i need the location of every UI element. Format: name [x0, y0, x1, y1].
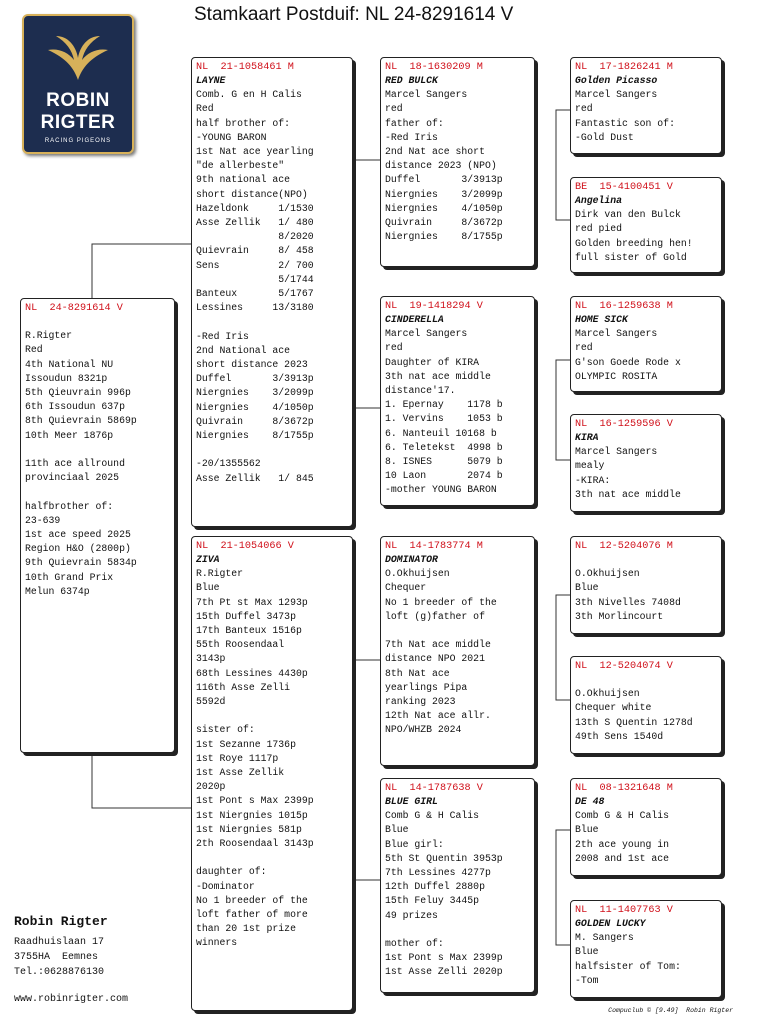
pedigree-line — [25, 315, 170, 329]
ring-number: NL 21-1054066 V — [196, 541, 294, 552]
footer-phone: Tel.:0628876130 — [14, 967, 105, 978]
pigeon-card-fff[interactable] — [570, 57, 722, 154]
pedigree-line: 1st Nat ace yearling — [196, 146, 314, 158]
pigeon-name: DE 48 — [575, 796, 605, 807]
pedigree-line: daughter of: — [196, 866, 267, 878]
pedigree-line: 11th ace allround — [25, 458, 125, 470]
pedigree-line: Blue — [385, 824, 409, 836]
pedigree-line: Region H&O (2800p) — [25, 543, 131, 555]
pigeon-name: LAYNE — [196, 75, 226, 86]
pedigree-line: 3143p — [196, 653, 226, 665]
pedigree-line: 7th Lessines 4277p — [385, 867, 491, 879]
pedigree-line — [25, 485, 170, 499]
pigeon-card-mmf[interactable] — [570, 778, 722, 876]
pedigree-line: red pied — [575, 223, 623, 235]
pedigree-line: Asse Zellik 1/ 480 — [196, 217, 314, 229]
pedigree-line: Marcel Sangers — [385, 328, 468, 340]
pedigree-line: loft (g)father of — [385, 610, 485, 622]
pedigree-line: 1st Asse Zelli 2020p — [385, 966, 503, 978]
pigeon-name — [575, 553, 717, 567]
pedigree-line: Melun 6374p — [25, 585, 90, 597]
pedigree-line: -KIRA: — [575, 474, 611, 486]
pedigree-line: 68th Lessines 4430p — [196, 667, 308, 679]
pedigree-line: Sens 2/ 700 — [196, 259, 314, 271]
pigeon-card-mff[interactable] — [570, 536, 722, 634]
footer-address: Raadhuislaan 17 — [14, 937, 105, 948]
pedigree-line: 1st Niergnies 1015p — [196, 809, 308, 821]
pigeon-card-mm[interactable] — [380, 778, 535, 993]
pedigree-line: 5th Qieuvrain 996p — [25, 387, 131, 399]
pedigree-line: Blue — [575, 946, 599, 958]
pedigree-line: Marcel Sangers — [385, 89, 468, 101]
pedigree-line: mother of: — [385, 938, 444, 950]
pedigree-line: OLYMPIC ROSITA — [575, 370, 658, 382]
pedigree-line: 7th Pt st Max 1293p — [196, 596, 308, 608]
pedigree-line: No 1 breeder of the — [385, 596, 497, 608]
pedigree-line: 3th Morlincourt — [575, 610, 664, 622]
pedigree-line: red — [575, 342, 593, 354]
pedigree-line: Duffel 3/3913p — [385, 174, 503, 186]
pedigree-line: -Tom — [575, 974, 599, 986]
pedigree-line: provinciaal 2025 — [25, 472, 120, 484]
pedigree-line: 2008 and 1st ace — [575, 852, 670, 864]
pedigree-line: O.Okhuijsen — [575, 568, 640, 580]
pedigree-line: 1st Sezanne 1736p — [196, 738, 296, 750]
pedigree-line: 4th National NU — [25, 358, 114, 370]
pedigree-line: -Red Iris — [385, 131, 438, 143]
pedigree-line: Asse Zellik 1/ 845 — [196, 472, 314, 484]
pedigree-line: Quivrain 8/3672p — [196, 415, 314, 427]
pedigree-line — [385, 624, 530, 638]
ring-number: NL 12-5204074 V — [575, 661, 673, 672]
pedigree-line: 9th Quievrain 5834p — [25, 557, 137, 569]
pedigree-line — [196, 851, 348, 865]
pigeon-card-mmm[interactable] — [570, 900, 722, 998]
pedigree-line: Niergnies 8/1755p — [385, 231, 503, 243]
pedigree-line: 10th Grand Prix — [25, 571, 114, 583]
pedigree-line: 15th Feluy 3445p — [385, 895, 480, 907]
pedigree-line: 9th national ace — [196, 174, 291, 186]
ring-number: NL 08-1321648 M — [575, 783, 673, 794]
pigeon-name: HOME SICK — [575, 314, 628, 325]
pigeon-name — [575, 673, 717, 687]
pedigree-line: Comb G & H Calis — [385, 810, 480, 822]
pedigree-line: Chequer — [385, 582, 427, 594]
pedigree-line: mealy — [575, 460, 605, 472]
pedigree-line: 17th Banteux 1516p — [196, 625, 302, 637]
pedigree-line: Niergnies 3/2099p — [196, 387, 314, 399]
pigeon-name: RED BULCK — [385, 75, 438, 86]
footer-owner-name: Robin Rigter — [14, 914, 108, 929]
pedigree-line — [196, 709, 348, 723]
ring-number: NL 21-1058461 M — [196, 62, 294, 73]
pedigree-line — [25, 443, 170, 457]
pigeon-name: KIRA — [575, 432, 599, 443]
pedigree-line: 5/1744 — [196, 273, 314, 285]
pedigree-line: Lessines 13/3180 — [196, 302, 314, 314]
pedigree-line: sister of: — [196, 724, 255, 736]
pedigree-line: Niergnies 3/2099p — [385, 188, 503, 200]
ring-number: NL 17-1826241 M — [575, 62, 673, 73]
pedigree-line: 8. ISNES 5079 b — [385, 456, 503, 468]
ring-number: NL 16-1259596 V — [575, 419, 673, 430]
pedigree-line: Comb. G en H Calis — [196, 89, 302, 101]
pedigree-line: half brother of: — [196, 117, 291, 129]
pedigree-line: 12th Nat ace allr. — [385, 710, 491, 722]
pedigree-line: 8th Nat ace — [385, 667, 450, 679]
pigeon-name: ZIVA — [196, 554, 220, 565]
pedigree-line: 10th Meer 1876p — [25, 429, 114, 441]
pedigree-line: yearlings Pipa — [385, 681, 468, 693]
pedigree-line: 13th S Quentin 1278d — [575, 716, 693, 728]
ring-number: NL 12-5204076 M — [575, 541, 673, 552]
pedigree-line: 2th ace young in — [575, 838, 670, 850]
pigeon-card-mf[interactable] — [380, 536, 535, 766]
pedigree-line: Golden breeding hen! — [575, 237, 693, 249]
pedigree-line: Comb G & H Calis — [575, 810, 670, 822]
pedigree-line: Chequer white — [575, 702, 652, 714]
page-title: Stamkaart Postduif: NL 24-8291614 V — [194, 4, 514, 25]
pedigree-line: Blue — [575, 824, 599, 836]
pedigree-line: 3th nat ace middle — [575, 488, 681, 500]
pedigree-line: 2nd Nat ace short — [385, 146, 485, 158]
pigeon-card-fmf[interactable] — [570, 296, 722, 392]
pedigree-line: 12th Duffel 2880p — [385, 881, 485, 893]
pedigree-line: R.Rigter — [196, 568, 244, 580]
ring-number: NL 18-1630209 M — [385, 62, 483, 73]
pedigree-line — [196, 443, 348, 457]
pedigree-line: Fantastic son of: — [575, 117, 675, 129]
pedigree-line: Banteux 5/1767 — [196, 288, 314, 300]
pigeon-card-mfm[interactable] — [570, 656, 722, 754]
pigeon-card-subject[interactable] — [20, 298, 175, 753]
pedigree-line: short distance 2023 — [196, 359, 308, 371]
pedigree-line: Quivrain 8/3672p — [385, 217, 503, 229]
pedigree-line: 2020p — [196, 781, 226, 793]
logo-brand-line1: ROBIN — [46, 90, 110, 111]
pedigree-line: -mother YOUNG BARON — [385, 484, 497, 496]
pedigree-line: 49th Sens 1540d — [575, 730, 664, 742]
pedigree-line: Red — [196, 103, 214, 115]
software-credit: Compuclub © [9.49] Robin Rigter — [608, 1007, 733, 1014]
pedigree-line: ranking 2023 — [385, 696, 456, 708]
logo-tagline: RACING PIGEONS — [44, 138, 112, 144]
pedigree-line: 3th nat ace middle — [385, 370, 491, 382]
pedigree-line: Marcel Sangers — [575, 328, 658, 340]
pigeon-name: DOMINATOR — [385, 554, 438, 565]
pigeon-name: CINDERELLA — [385, 314, 444, 325]
pedigree-line: 1. Vervins 1053 b — [385, 413, 503, 425]
pedigree-line: Hazeldonk 1/1530 — [196, 202, 314, 214]
pedigree-line: halfbrother of: — [25, 500, 114, 512]
pedigree-line: -Red Iris — [196, 330, 249, 342]
ring-number: NL 14-1787638 V — [385, 783, 483, 794]
pedigree-line: -Gold Dust — [575, 131, 634, 143]
pedigree-line: 1st Pont s Max 2399p — [385, 952, 503, 964]
pedigree-line: 116th Asse Zelli — [196, 681, 291, 693]
pedigree-line: 1st Asse Zellik — [196, 767, 285, 779]
pedigree-line: red — [385, 103, 403, 115]
pigeon-card-fmm[interactable] — [570, 414, 722, 512]
pigeon-card-ff[interactable] — [380, 57, 535, 267]
pedigree-line: full sister of Gold — [575, 251, 687, 263]
pedigree-line: Blue girl: — [385, 838, 444, 850]
pedigree-line: distance 2023 (NPO) — [385, 160, 497, 172]
pedigree-line — [196, 315, 348, 329]
pedigree-line: Blue — [196, 582, 220, 594]
pedigree-line: 10 Laon 2074 b — [385, 470, 503, 482]
pedigree-line: red — [385, 342, 403, 354]
pedigree-line: 1st Niergnies 581p — [196, 823, 302, 835]
pedigree-line: No 1 breeder of the — [196, 894, 308, 906]
pedigree-line: O.Okhuijsen — [385, 568, 450, 580]
logo-brand-line2: RIGTER — [40, 112, 116, 133]
pedigree-line: 5th St Quentin 3953p — [385, 852, 503, 864]
pedigree-line: halfsister of Tom: — [575, 960, 681, 972]
pedigree-line: 5592d — [196, 696, 226, 708]
pedigree-line: 55th Roosendaal — [196, 639, 285, 651]
pedigree-line: distance NPO 2021 — [385, 653, 485, 665]
pedigree-line: 1. Epernay 1178 b — [385, 399, 503, 411]
pedigree-line: 1st Pont s Max 2399p — [196, 795, 314, 807]
pedigree-line — [385, 923, 530, 937]
pedigree-line: Red — [25, 344, 43, 356]
pedigree-line: winners — [196, 937, 238, 949]
pedigree-line: Duffel 3/3913p — [196, 373, 314, 385]
ring-number: NL 19-1418294 V — [385, 301, 483, 312]
ring-number: NL 24-8291614 V — [25, 303, 123, 314]
footer-website[interactable]: www.robinrigter.com — [14, 994, 129, 1005]
pigeon-card-fm[interactable] — [380, 296, 535, 506]
pedigree-line: 6. Nanteuil 10168 b — [385, 427, 497, 439]
pedigree-line: Marcel Sangers — [575, 446, 658, 458]
pedigree-line: -20/1355562 — [196, 458, 261, 470]
pigeon-name: Angelina — [575, 195, 623, 206]
pedigree-line: 6. Teletekst 4998 b — [385, 441, 503, 453]
pedigree-line: 2th Roosendaal 3143p — [196, 838, 314, 850]
pigeon-card-mother[interactable] — [191, 536, 353, 1011]
pigeon-card-ffm[interactable] — [570, 177, 722, 273]
pigeon-name: BLUE GIRL — [385, 796, 438, 807]
pedigree-line: 3th Nivelles 7408d — [575, 596, 681, 608]
pedigree-line: Marcel Sangers — [575, 89, 658, 101]
pedigree-line: Niergnies 4/1050p — [385, 202, 503, 214]
pedigree-line: Dirk van den Bulck — [575, 209, 681, 221]
pigeon-name: Golden Picasso — [575, 75, 658, 86]
pedigree-line: R.Rigter — [25, 330, 73, 342]
pedigree-line: distance'17. — [385, 385, 456, 397]
ring-number: NL 14-1783774 M — [385, 541, 483, 552]
pigeon-name: GOLDEN LUCKY — [575, 918, 646, 929]
ring-number: NL 16-1259638 M — [575, 301, 673, 312]
pedigree-line: G'son Goede Rode x — [575, 356, 681, 368]
pedigree-line: Niergnies 4/1050p — [196, 401, 314, 413]
pedigree-line: Blue — [575, 582, 599, 594]
pedigree-line: Niergnies 8/1755p — [196, 430, 314, 442]
pedigree-line: loft father of more — [196, 909, 308, 921]
pedigree-line: "de allerbeste" — [196, 160, 285, 172]
pedigree-line: red — [575, 103, 593, 115]
pedigree-line: 1st Roye 1117p — [196, 752, 279, 764]
pedigree-line: M. Sangers — [575, 932, 634, 944]
pedigree-line: Quievrain 8/ 458 — [196, 245, 314, 257]
pigeon-card-father[interactable] — [191, 57, 353, 527]
pedigree-line: than 20 1st prize — [196, 923, 296, 935]
pedigree-line: -Dominator — [196, 880, 255, 892]
pedigree-line: 2nd National ace — [196, 344, 291, 356]
pedigree-line: 8th Quievrain 5869p — [25, 415, 137, 427]
pedigree-line: 15th Duffel 3473p — [196, 610, 296, 622]
pedigree-line: Daughter of KIRA — [385, 356, 480, 368]
ring-number: BE 15-4100451 V — [575, 182, 673, 193]
pedigree-line: 6th Issoudun 637p — [25, 401, 125, 413]
pedigree-line: father of: — [385, 117, 444, 129]
pedigree-line: Issoudun 8321p — [25, 372, 108, 384]
pedigree-line: NPO/WHZB 2024 — [385, 724, 462, 736]
pedigree-line: -YOUNG BARON — [196, 131, 267, 143]
footer-city: 3755HA Eemnes — [14, 952, 99, 963]
pedigree-line: short distance(NPO) — [196, 188, 308, 200]
pedigree-line: O.Okhuijsen — [575, 688, 640, 700]
ring-number: NL 11-1407763 V — [575, 905, 673, 916]
pedigree-line: 1st ace speed 2025 — [25, 529, 131, 541]
pedigree-line: 8/2020 — [196, 231, 314, 243]
pedigree-line: 7th Nat ace middle — [385, 639, 491, 651]
pedigree-line: 49 prizes — [385, 909, 438, 921]
pedigree-line: 23-639 — [25, 514, 61, 526]
